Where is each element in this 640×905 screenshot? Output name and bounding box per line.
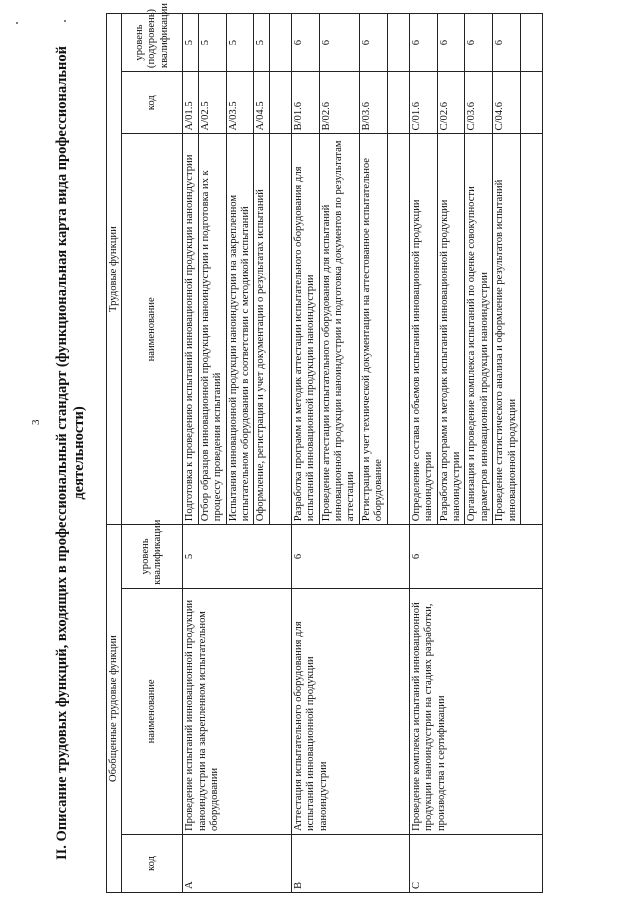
function-code: A/04.5: [254, 72, 269, 134]
function-level: 6: [319, 14, 359, 72]
group-code: A: [183, 835, 291, 893]
function-level: 6: [359, 14, 387, 72]
table-row: [409, 14, 437, 893]
group-level: 5: [183, 525, 291, 589]
group-code: C: [409, 835, 542, 893]
header-code: код: [122, 835, 183, 893]
function-name: Отбор образцов инновационной продукции наноиндустрии и подготовка их к процессу проведения испытаний: [198, 134, 226, 525]
function-level: 5: [198, 14, 226, 72]
empty-cell: [269, 134, 291, 525]
table-row: [183, 14, 198, 893]
empty-cell: [520, 14, 542, 72]
function-code: C/02.6: [437, 72, 465, 134]
group-name: Проведение испытаний инновационной продукции наноиндустрии на закрепленном испытательном оборудовании: [183, 588, 291, 834]
function-code: B/03.6: [359, 72, 387, 134]
header-labor-functions: Трудовые функции: [107, 14, 122, 525]
function-code: B/02.6: [319, 72, 359, 134]
group-level: 6: [409, 525, 542, 589]
function-level: 6: [437, 14, 465, 72]
function-name: Испытания инновационной продукции наноиндустрии на закрепленном испытательном оборудовании в соответствии с методикой испытаний: [226, 134, 254, 525]
header-function-name: наименование: [122, 134, 183, 525]
scan-speck: [16, 22, 18, 24]
function-level: 6: [493, 14, 521, 72]
function-name: Разработка программ и методик аттестации испытательного оборудования для испытаний инновационной продукции наноиндустрии: [291, 134, 319, 525]
empty-cell: [387, 134, 409, 525]
header-generalized-functions: Обобщенные трудовые функции: [107, 525, 122, 893]
empty-cell: [387, 14, 409, 72]
group-name: Проведение комплекса испытаний инновационной продукции наноиндустрии на стадиях разработки, производства и сертификации: [409, 588, 542, 834]
function-level: 5: [226, 14, 254, 72]
function-name: Организация и проведение комплекса испытаний по оценке совокупности параметров инновационной продукции наноиндустрии: [465, 134, 493, 525]
function-name: Подготовка к проведению испытаний инновационной продукции наноиндустрии: [183, 134, 198, 525]
function-name: Разработка программ и методик испытаний инновационной продукции наноиндустрии: [437, 134, 465, 525]
group-code: B: [291, 835, 409, 893]
header-sub-level: уровень (подуровень) квалификации: [122, 14, 183, 72]
group-level: 6: [291, 525, 409, 589]
page-number: 3: [30, 419, 42, 425]
header-function-code: код: [122, 72, 183, 134]
function-code: A/01.5: [183, 72, 198, 134]
function-code: A/03.5: [226, 72, 254, 134]
rotated-page-content: [52, 3, 627, 893]
empty-cell: [387, 72, 409, 134]
table-body: [183, 14, 543, 893]
function-level: 5: [254, 14, 269, 72]
function-name: Оформление, регистрация и учет документации о результатах испытаний: [254, 134, 269, 525]
empty-cell: [520, 134, 542, 525]
function-name: Регистрация и учет технической документации на аттестованное испытательное оборудование: [359, 134, 387, 525]
empty-cell: [269, 14, 291, 72]
group-name: Аттестация испытательного оборудования для испытаний инновационной продукции наноиндустрии: [291, 588, 409, 834]
table-row: [291, 14, 319, 893]
empty-cell: [520, 72, 542, 134]
function-name: Проведение статистического анализа и оформление результатов испытаний инновационной продукции: [493, 134, 521, 525]
function-name: Проведение аттестации испытательного оборудования для испытаний инновационной продукции наноиндустрии и подготовка документов по результатам аттестации: [319, 134, 359, 525]
header-name: наименование: [122, 588, 183, 834]
empty-cell: [269, 72, 291, 134]
function-code: A/02.5: [198, 72, 226, 134]
function-level: 6: [291, 14, 319, 72]
functional-map-table: [106, 3, 543, 893]
header-level: уровень квалификации: [122, 525, 183, 589]
section-title: II. Описание трудовых функций, входящих в профессиональный стандарт (функциональная карта вида профессиональной деятельности): [54, 46, 87, 860]
function-code: C/04.6: [493, 72, 521, 134]
function-level: 5: [183, 14, 198, 72]
function-name: Определение состава и объемов испытаний инновационной продукции наноиндустрии: [409, 134, 437, 525]
function-level: 6: [465, 14, 493, 72]
function-code: B/01.6: [291, 72, 319, 134]
function-level: 6: [409, 14, 437, 72]
function-code: C/03.6: [465, 72, 493, 134]
function-code: C/01.6: [409, 72, 437, 134]
